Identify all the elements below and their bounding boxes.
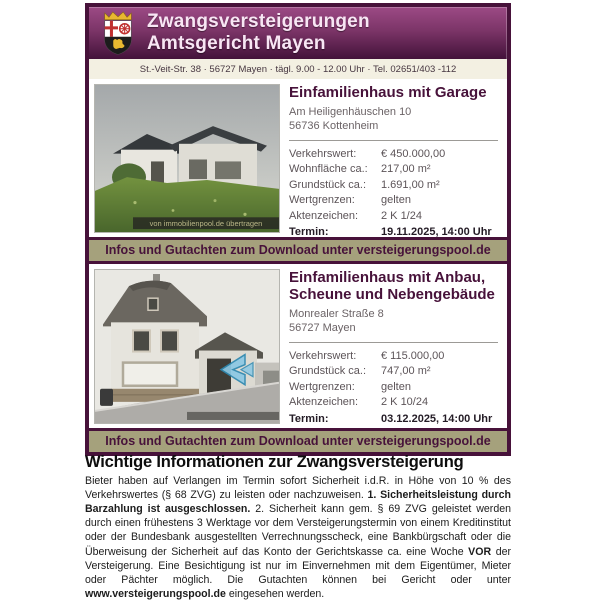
listing-1 <box>89 79 507 237</box>
listing-2 <box>89 264 507 428</box>
legal-info-text <box>85 474 511 600</box>
divider <box>289 342 498 343</box>
download-banner-1: Infos und Gutachten zum Download unter versteigerungspool.de <box>89 237 507 264</box>
detail-label: Grundstück ca.: <box>289 178 367 191</box>
listing-1-city: 56736 Kottenheim <box>289 119 379 132</box>
detail-value: gelten <box>381 194 411 207</box>
listing-1-street: Am Heiligenhäuschen 10 <box>289 105 412 118</box>
detail-label: Termin: <box>289 226 329 239</box>
advert-header <box>89 7 507 59</box>
legal-text-segment: der Versteigerung. Eine Besichtigung ist nur im Einvernehmen mit dem Eigentümer, Mieter oder Pächter möglich. Die Gutachten können bei Gericht oder unter <box>85 545 512 586</box>
listing-2-photo <box>94 269 280 424</box>
advert-title-line1: Zwangsversteigerungen <box>147 10 370 32</box>
court-address-bar: St.-Veit-Str. 38 · 56727 Mayen · tägl. 9.00 - 12.00 Uhr · Tel. 02651/403 -112 <box>89 59 507 79</box>
advert-title-line2: Amtsgericht Mayen <box>147 33 326 54</box>
detail-value: € 450.000,00 <box>381 147 446 160</box>
detail-row <box>289 349 498 365</box>
listing-2-title-line2: Scheune und Nebengebäude <box>289 285 495 303</box>
auction-advert-frame <box>85 3 511 456</box>
detail-value: 2 K 10/24 <box>381 396 429 409</box>
legal-text-segment: Bieter haben auf Verlangen im Termin sofort Sicherheit i.d.R. in Höhe von 10 % des Verkehrswertes (§ 68 ZVG) zu leisten oder nachzuweisen. <box>85 475 511 502</box>
detail-row <box>289 147 498 163</box>
legal-info-title: Wichtige Informationen zur Zwangsversteigerung <box>85 453 464 471</box>
download-banner-2: Infos und Gutachten zum Download unter versteigerungspool.de <box>89 428 507 452</box>
legal-text-segment: eingesehen werden. <box>225 587 325 600</box>
detail-row-termin <box>289 412 498 428</box>
detail-row <box>289 162 498 178</box>
coat-of-arms-icon <box>99 10 137 56</box>
detail-label: Wertgrenzen: <box>289 194 355 207</box>
detail-row <box>289 178 498 194</box>
detail-row <box>289 209 498 225</box>
detail-value: gelten <box>381 380 411 393</box>
detail-label: Verkehrswert: <box>289 349 357 362</box>
legal-text-segment-bold: VOR <box>468 545 492 558</box>
detail-label: Aktenzeichen: <box>289 396 359 409</box>
detail-value: 747,00 m² <box>381 365 431 378</box>
detail-label: Aktenzeichen: <box>289 209 359 222</box>
detail-value: 03.12.2025, 14:00 Uhr <box>381 412 493 425</box>
photo-watermark: von immobilienpool.de übertragen <box>149 219 263 229</box>
listing-1-title: Einfamilienhaus mit Garage <box>289 84 487 101</box>
house-photo-1-illustration <box>95 85 279 232</box>
listing-2-details <box>287 269 502 424</box>
house-photo-2-illustration <box>95 270 279 423</box>
detail-row <box>289 193 498 209</box>
detail-label: Verkehrswert: <box>289 147 357 160</box>
listing-2-street: Monrealer Straße 8 <box>289 307 384 320</box>
detail-value: € 115.000,00 <box>381 349 445 362</box>
detail-row <box>289 395 498 411</box>
detail-value: 19.11.2025, 14:00 Uhr <box>381 226 492 239</box>
detail-label: Wohnfläche ca.: <box>289 163 368 176</box>
listing-1-photo <box>94 84 280 233</box>
listing-2-title-line1: Einfamilienhaus mit Anbau, <box>289 269 486 286</box>
detail-row <box>289 364 498 380</box>
divider <box>289 140 498 141</box>
legal-info-section <box>85 453 511 600</box>
detail-row <box>289 380 498 396</box>
detail-value: 1.691,00 m² <box>381 178 440 191</box>
detail-label: Wertgrenzen: <box>289 380 355 393</box>
detail-label: Grundstück ca.: <box>289 365 367 378</box>
detail-row-termin <box>289 225 498 241</box>
detail-value: 217,00 m² <box>381 163 431 176</box>
detail-label: Termin: <box>289 412 329 425</box>
detail-value: 2 K 1/24 <box>381 209 422 222</box>
legal-text-segment: 2. Sicherheit kann gem. § 69 ZVG geleistet werden durch einen frühestens 3 Werktage vor dem Versteigerungstermin von einem Kreditinstitut oder der Bundesbank ausgestellten Verrechnungsscheck, eine Bankbürgschaft oder die Überweisung der Sicherheit auf das Konto der Gerichtskasse ca. eine Woche <box>85 503 511 558</box>
listing-2-city: 56727 Mayen <box>289 321 356 334</box>
listing-1-details <box>287 84 502 239</box>
website-url-text: www.versteigerungspool.de <box>85 587 226 600</box>
advert-title <box>147 11 370 56</box>
legal-text-segment-bold: 1. Sicherheitsleistung durch Barzahlung ist ausgeschlossen. <box>85 489 511 516</box>
